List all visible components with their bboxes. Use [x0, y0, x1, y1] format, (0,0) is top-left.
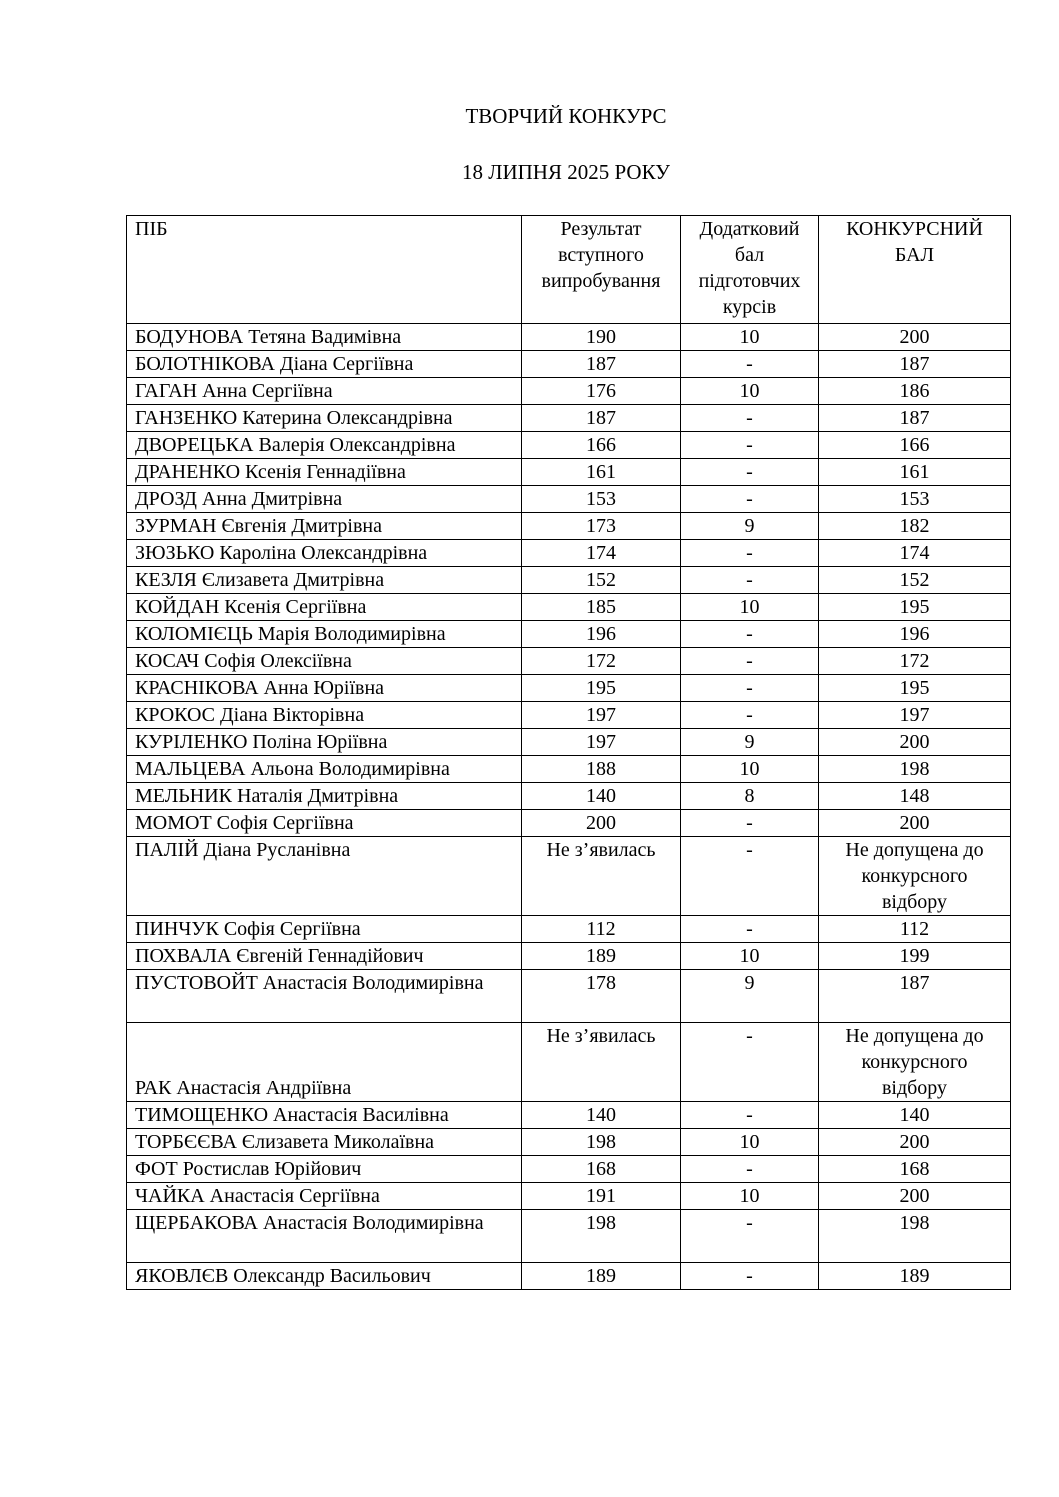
cell-result: 188 [522, 756, 681, 783]
table-row [127, 648, 1011, 675]
cell-total: 197 [819, 702, 1011, 729]
cell-bonus: 9 [681, 513, 819, 540]
cell-name: ЗУРМАН Євгенія Дмитрівна [127, 513, 522, 540]
cell-total: 186 [819, 378, 1011, 405]
table-row [127, 1183, 1011, 1210]
table-row [127, 513, 1011, 540]
cell-result: 200 [522, 810, 681, 837]
table-row [127, 756, 1011, 783]
table-row [127, 810, 1011, 837]
table-row [127, 1129, 1011, 1156]
cell-name: БОДУНОВА Тетяна Вадимівна [127, 324, 522, 351]
cell-name: ФОТ Ростислав Юрійович [127, 1156, 522, 1183]
cell-name: КОСАЧ Софія Олексіївна [127, 648, 522, 675]
cell-name: РАК Анастасія Андріївна [127, 1023, 522, 1102]
cell-name: ЗЮЗЬКО Кароліна Олександрівна [127, 540, 522, 567]
cell-bonus: - [681, 1263, 819, 1290]
cell-bonus: - [681, 1023, 819, 1102]
cell-bonus: - [681, 459, 819, 486]
table-row [127, 459, 1011, 486]
cell-total: 166 [819, 432, 1011, 459]
cell-name: ГАНЗЕНКО Катерина Олександрівна [127, 405, 522, 432]
cell-total: 200 [819, 324, 1011, 351]
cell-bonus: - [681, 621, 819, 648]
cell-bonus: - [681, 540, 819, 567]
cell-result: 173 [522, 513, 681, 540]
table-row [127, 351, 1011, 378]
cell-bonus: - [681, 1102, 819, 1129]
cell-bonus: 10 [681, 1183, 819, 1210]
table-row [127, 916, 1011, 943]
cell-name: КОЙДАН Ксенія Сергіївна [127, 594, 522, 621]
cell-result: 196 [522, 621, 681, 648]
table-row [127, 540, 1011, 567]
cell-bonus: 10 [681, 1129, 819, 1156]
cell-name: МОМОТ Софія Сергіївна [127, 810, 522, 837]
table-row [127, 594, 1011, 621]
cell-total: 187 [819, 405, 1011, 432]
table-row [127, 943, 1011, 970]
cell-bonus: 9 [681, 970, 819, 1023]
results-table [126, 215, 1011, 1290]
cell-name: ДВОРЕЦЬКА Валерія Олександрівна [127, 432, 522, 459]
header-total: КОНКУРСНИЙ БАЛ [819, 216, 1011, 324]
cell-total: 168 [819, 1156, 1011, 1183]
cell-result: 174 [522, 540, 681, 567]
cell-bonus: - [681, 675, 819, 702]
table-row [127, 567, 1011, 594]
cell-total: 198 [819, 756, 1011, 783]
cell-name: МЕЛЬНИК Наталія Дмитрівна [127, 783, 522, 810]
cell-name: КУРІЛЕНКО Поліна Юріївна [127, 729, 522, 756]
table-header-row [127, 216, 1011, 324]
table-row [127, 783, 1011, 810]
cell-total: 174 [819, 540, 1011, 567]
cell-bonus: - [681, 405, 819, 432]
document-date: 18 ЛИПНЯ 2025 РОКУ [461, 160, 671, 184]
cell-total: 140 [819, 1102, 1011, 1129]
cell-total: 198 [819, 1210, 1011, 1263]
cell-total: 187 [819, 351, 1011, 378]
cell-total: 195 [819, 594, 1011, 621]
cell-result: 153 [522, 486, 681, 513]
cell-bonus: - [681, 810, 819, 837]
cell-total: 161 [819, 459, 1011, 486]
cell-bonus: - [681, 1210, 819, 1263]
cell-total: 189 [819, 1263, 1011, 1290]
cell-total: 200 [819, 729, 1011, 756]
cell-total: 182 [819, 513, 1011, 540]
cell-total: 200 [819, 1183, 1011, 1210]
cell-name: КРОКОС Діана Вікторівна [127, 702, 522, 729]
table-row [127, 1156, 1011, 1183]
table-body [127, 324, 1011, 1290]
cell-bonus: - [681, 351, 819, 378]
cell-name: КРАСНІКОВА Анна Юріївна [127, 675, 522, 702]
cell-result: 152 [522, 567, 681, 594]
cell-result: 195 [522, 675, 681, 702]
cell-total: 112 [819, 916, 1011, 943]
cell-result: 187 [522, 351, 681, 378]
table-row [127, 1263, 1011, 1290]
cell-bonus: 10 [681, 943, 819, 970]
table-row [127, 621, 1011, 648]
cell-bonus: 10 [681, 324, 819, 351]
cell-name: ГАГАН Анна Сергіївна [127, 378, 522, 405]
cell-total: 196 [819, 621, 1011, 648]
cell-total: 148 [819, 783, 1011, 810]
cell-name: ТОРБЄЄВА Єлизавета Миколаївна [127, 1129, 522, 1156]
cell-name: ЧАЙКА Анастасія Сергіївна [127, 1183, 522, 1210]
cell-bonus: - [681, 916, 819, 943]
cell-total: 152 [819, 567, 1011, 594]
cell-result: 161 [522, 459, 681, 486]
table-row [127, 1210, 1011, 1263]
cell-total: Не допущена до конкурсного відбору [819, 837, 1011, 916]
table-row [127, 324, 1011, 351]
cell-result: Не з’явилась [522, 1023, 681, 1102]
header-bonus: Додатковий бал підготовчих курсів [681, 216, 819, 324]
cell-result: 187 [522, 405, 681, 432]
table-row [127, 702, 1011, 729]
cell-result: 197 [522, 729, 681, 756]
table-row [127, 405, 1011, 432]
cell-name: ПАЛІЙ Діана Русланівна [127, 837, 522, 916]
cell-bonus: 10 [681, 378, 819, 405]
cell-total: 195 [819, 675, 1011, 702]
table-row [127, 1102, 1011, 1129]
cell-name: БОЛОТНІКОВА Діана Сергіївна [127, 351, 522, 378]
cell-total: 200 [819, 1129, 1011, 1156]
cell-bonus: 9 [681, 729, 819, 756]
cell-bonus: - [681, 486, 819, 513]
table-row [127, 432, 1011, 459]
cell-result: 189 [522, 943, 681, 970]
cell-name: ДРОЗД Анна Дмитрівна [127, 486, 522, 513]
cell-total: 199 [819, 943, 1011, 970]
cell-bonus: - [681, 702, 819, 729]
cell-name: МАЛЬЦЕВА Альона Володимирівна [127, 756, 522, 783]
cell-name: ТИМОЩЕНКО Анастасія Василівна [127, 1102, 522, 1129]
cell-name: КОЛОМІЄЦЬ Марія Володимирівна [127, 621, 522, 648]
cell-total: 153 [819, 486, 1011, 513]
cell-result: 168 [522, 1156, 681, 1183]
table-row [127, 378, 1011, 405]
cell-result: 189 [522, 1263, 681, 1290]
table-row [127, 970, 1011, 1023]
table-row [127, 486, 1011, 513]
cell-name: ПОХВАЛА Євгеній Геннадійович [127, 943, 522, 970]
cell-bonus: - [681, 432, 819, 459]
cell-result: 198 [522, 1210, 681, 1263]
table-row [127, 837, 1011, 916]
document-title: ТВОРЧИЙ КОНКУРС [465, 104, 667, 128]
cell-result: 176 [522, 378, 681, 405]
cell-bonus: 10 [681, 594, 819, 621]
cell-name: ЯКОВЛЄВ Олександр Васильович [127, 1263, 522, 1290]
cell-result: Не з’явилась [522, 837, 681, 916]
cell-bonus: - [681, 648, 819, 675]
header-result: Результат вступного випробування [522, 216, 681, 324]
cell-name: ЩЕРБАКОВА Анастасія Володимирівна [127, 1210, 522, 1263]
cell-result: 178 [522, 970, 681, 1023]
table-row [127, 729, 1011, 756]
cell-result: 172 [522, 648, 681, 675]
cell-name: ПУСТОВОЙТ Анастасія Володимирівна [127, 970, 522, 1023]
cell-bonus: 8 [681, 783, 819, 810]
cell-bonus: - [681, 837, 819, 916]
table-row [127, 1023, 1011, 1102]
cell-total: 172 [819, 648, 1011, 675]
cell-total: 187 [819, 970, 1011, 1023]
cell-total: Не допущена до конкурсного відбору [819, 1023, 1011, 1102]
cell-result: 112 [522, 916, 681, 943]
cell-result: 197 [522, 702, 681, 729]
cell-result: 190 [522, 324, 681, 351]
cell-name: ПИНЧУК Софія Сергіївна [127, 916, 522, 943]
table-row [127, 675, 1011, 702]
cell-bonus: - [681, 567, 819, 594]
cell-result: 191 [522, 1183, 681, 1210]
cell-total: 200 [819, 810, 1011, 837]
cell-name: КЕЗЛЯ Єлизавета Дмитрівна [127, 567, 522, 594]
cell-result: 166 [522, 432, 681, 459]
header-name: ПІБ [127, 216, 522, 324]
cell-name: ДРАНЕНКО Ксенія Геннадіївна [127, 459, 522, 486]
cell-bonus: - [681, 1156, 819, 1183]
cell-bonus: 10 [681, 756, 819, 783]
cell-result: 140 [522, 1102, 681, 1129]
cell-result: 198 [522, 1129, 681, 1156]
cell-result: 140 [522, 783, 681, 810]
cell-result: 185 [522, 594, 681, 621]
